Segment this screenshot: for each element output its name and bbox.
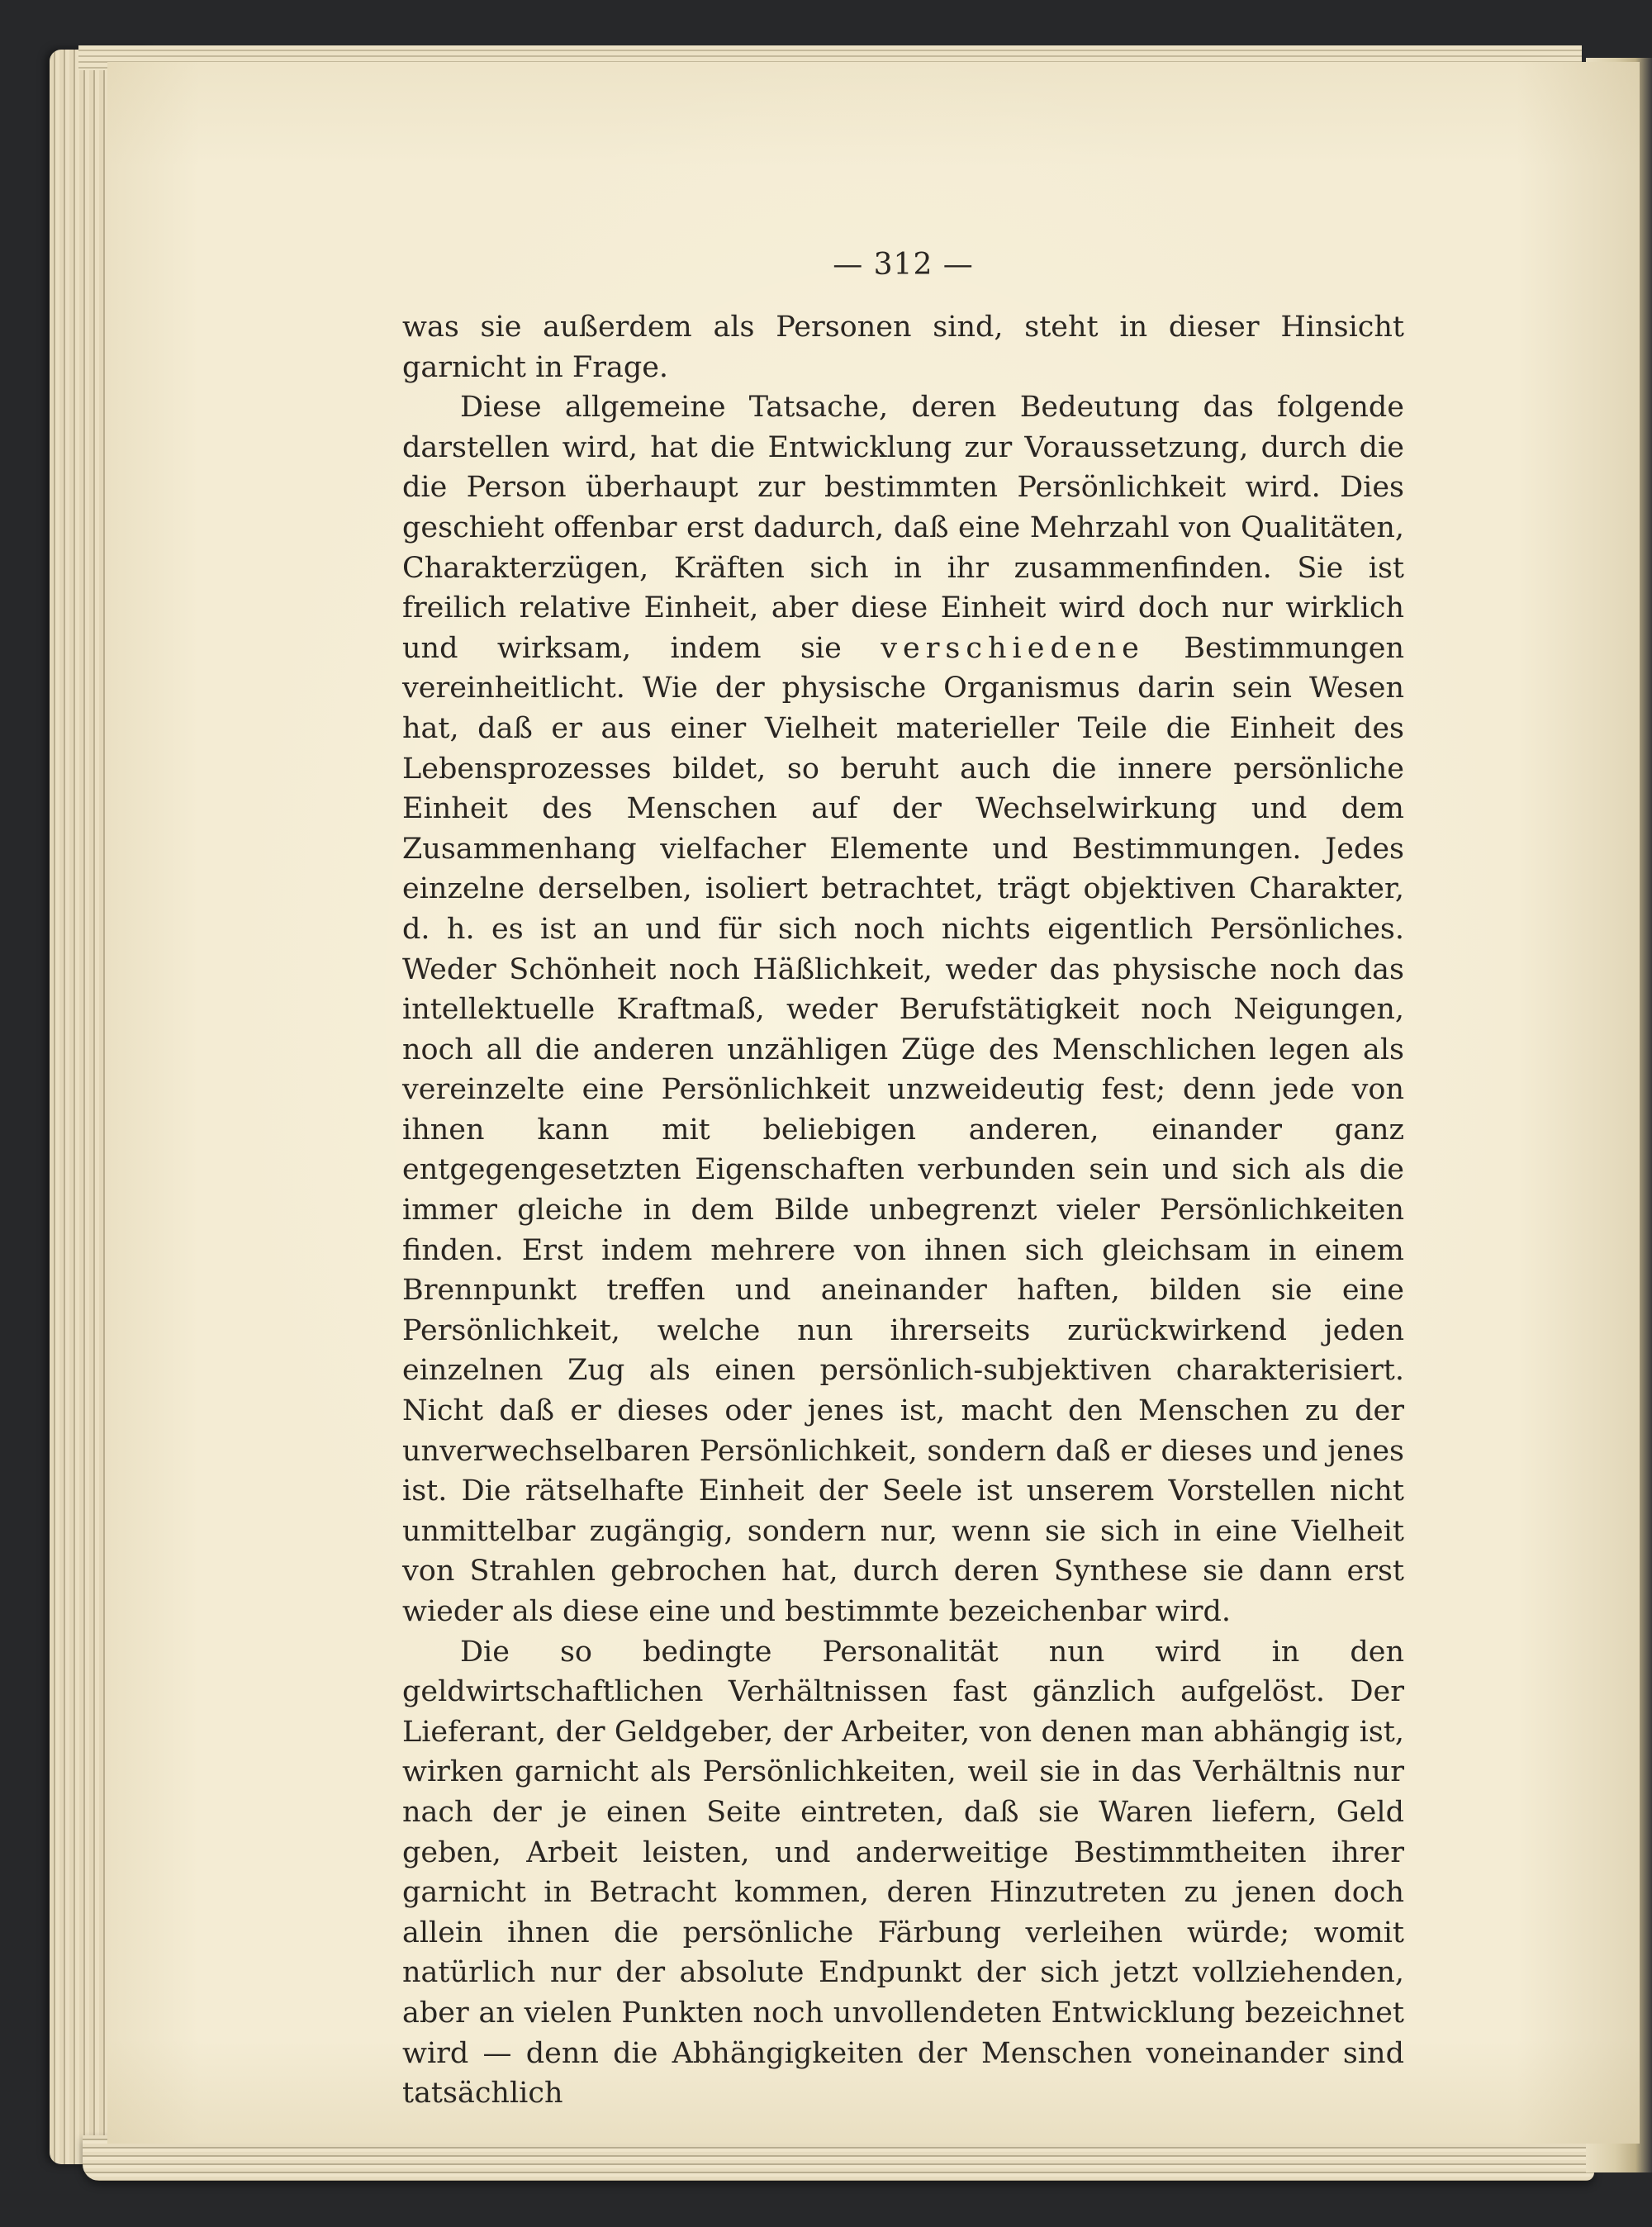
text-segment: was sie außerdem als Personen sind, steht in dieser Hinsicht garnicht in Frage. xyxy=(402,311,1404,384)
text-segment: Diese allgemeine Tatsache, deren Bedeutung das folgende darstellen wird, hat die Entwicklung zur Voraussetzung, durch die die Person überhaupt zur bestimmten Persönlichkeit wird. Dies geschieht offenbar erst dadurch, daß eine Mehrzahl von Qualitäten, Charakterzügen, Kräften sich in ihr zusammenfinden. Sie ist freilich relative Einheit, aber diese Einheit wird doch nur wirklich und wirksam, indem sie xyxy=(402,391,1404,665)
emphasized-word: verschiedene xyxy=(881,631,1145,665)
text-segment: Die so bedingte Personalität nun wird in den geldwirtschaftlichen Verhältnissen fast gänzlich aufgelöst. Der Lieferant, der Geldgeber, der Arbeiter, von denen man abhängig ist, wirken garnicht als Persönlichkeiten, weil sie in das Verhältnis nur nach der je einen Seite eintreten, daß sie Waren liefern, Geld geben, Arbeit leisten, und anderweitige Bestimmtheiten ihrer garnicht in Betracht kommen, deren Hinzutreten zu jenen doch allein ihnen die persönliche Färbung verleihen würde; womit natürlich nur der absolute Endpunkt der sich jetzt vollziehenden, aber an vielen Punkten noch unvollendeten Entwicklung bezeichnet wird — denn die Abhängigkeiten der Menschen voneinander sind tatsächlich xyxy=(402,1635,1404,2111)
paragraph-personality xyxy=(402,387,1404,1631)
text-segment: Bestimmungen vereinheitlicht. Wie der physische Organismus darin sein Wesen hat, daß er aus einer Vielheit materieller Teile die Einheit des Lebensprozesses bildet, so beruht auch die innere persönliche Einheit des Menschen auf der Wechselwirkung und dem Zusammenhang vielfacher Elemente und Bestimmungen. Jedes einzelne derselben, isoliert betrachtet, trägt objektiven Charakter, d. h. es ist an und für sich noch nichts eigentlich Persönliches. Weder Schönheit noch Häßlichkeit, weder das physische noch das intellektuelle Kraftmaß, weder Berufstätigkeit noch Neigungen, noch all die anderen unzähligen Züge des Menschlichen legen als vereinzelte eine Persönlichkeit unzweideutig fest; denn jede von ihnen kann mit beliebigen anderen, einander ganz entgegengesetzten Eigenschaften verbunden sein und sich als die immer gleiche in dem Bilde unbegrenzt vieler Persönlichkeiten finden. Erst indem mehrere von ihnen sich gleichsam in einem Brennpunkt treffen und aneinander haften, bilden sie eine Persönlichkeit, welche nun ihrerseits zurückwirkend jeden einzelnen Zug als einen persönlich-subjektiven charakterisiert. Nicht daß er dieses oder jenes ist, macht den Menschen zu der unverwechselbaren Persönlichkeit, sondern daß er dieses und jenes ist. Die rätselhafte Einheit der Seele ist unserem Vorstellen nicht unmittelbar zugängig, sondern nur, wenn sie sich in eine Vielheit von Strahlen gebrochen hat, durch deren Synthese sie dann erst wieder als diese eine und bestimmte bezeichenbar wird. xyxy=(402,631,1404,1628)
paragraph-continuation xyxy=(402,307,1404,387)
paragraph-money-economy xyxy=(402,1632,1404,2114)
page-number: — 312 — xyxy=(833,248,974,282)
body-text xyxy=(402,248,1404,2114)
